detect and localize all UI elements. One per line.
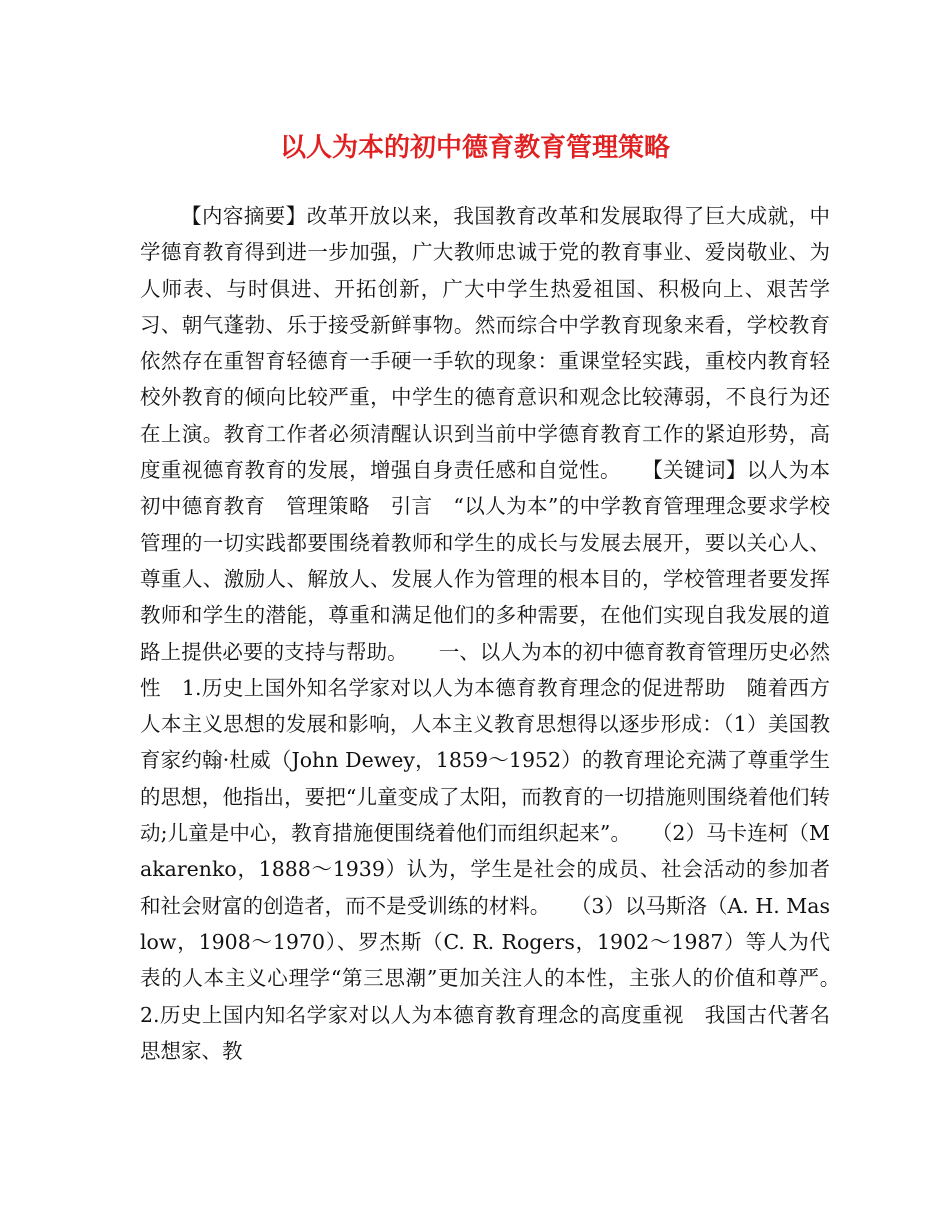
document-title: 以人为本的初中德育教育管理策略 [279, 133, 670, 163]
document-body: 【内容摘要】改革开放以来，我国教育改革和发展取得了巨大成就，中学德育教育得到进一步加强，广大教师忠诚于党的教育事业、爱岗敬业、为人师表、与时俱进、开拓创新，广大中学生热爱祖国、积极向上、艰苦学习、朝气蓬勃、乐于接受新鲜事物。然而综合中学教育现象来看，学校教育依然存在重智育轻德育一手硬一手软的现象：重课堂轻实践，重校内教育轻校外教育的倾向比较严重，中学生的德育意识和观念比较薄弱，不良行为还在上演。教育工作者必须清醒认识到当前中学德育教育工作的紧迫形势，高度重视德育教育的发展，增强自身责任感和自觉性。 【关键词】以人为本 初中德育教育 管理策略 引言 “以人为本”的中学教育管理理念要求学校管理的一切实践都要围绕着教师和学生的成长与发展去展开，要以关心人、尊重人、激励人、解放人、发展人作为管理的根本目的，学校管理者要发挥教师和学生的潜能，尊重和满足他们的多种需要，在他们实现自我发展的道路上提供必要的支持与帮助。 一、以人为本的初中德育教育管理历史必然性 1.历史上国外知名学家对以人为本德育教育理念的促进帮助 随着西方人本主义思想的发展和影响，人本主义教育思想得以逐步形成：（1）美国教育家约翰·杜威（John Dewey，1859～1952）的教育理论充满了尊重学生的思想，他指出，要把“儿童变成了太阳，而教育的一切措施则围绕着他们转动;儿童是中心，教育措施便围绕着他们而组织起来”。 （2）马卡连柯（Makarenko，1888～1939）认为，学生是社会的成员、社会活动的参加者和社会财富的创造者，而不是受训练的材料。 （3）以马斯洛（A. H. Maslow，1908～1970）、罗杰斯（C. R. Rogers，1902～1987）等人为代表的人本主义心理学“第三思潮”更加关注人的本性，主张人的价值和尊严。 2.历史上国内知名学家对以人为本德育教育理念的高度重视 我国古代著名思想家、教 [140, 204, 871, 1063]
